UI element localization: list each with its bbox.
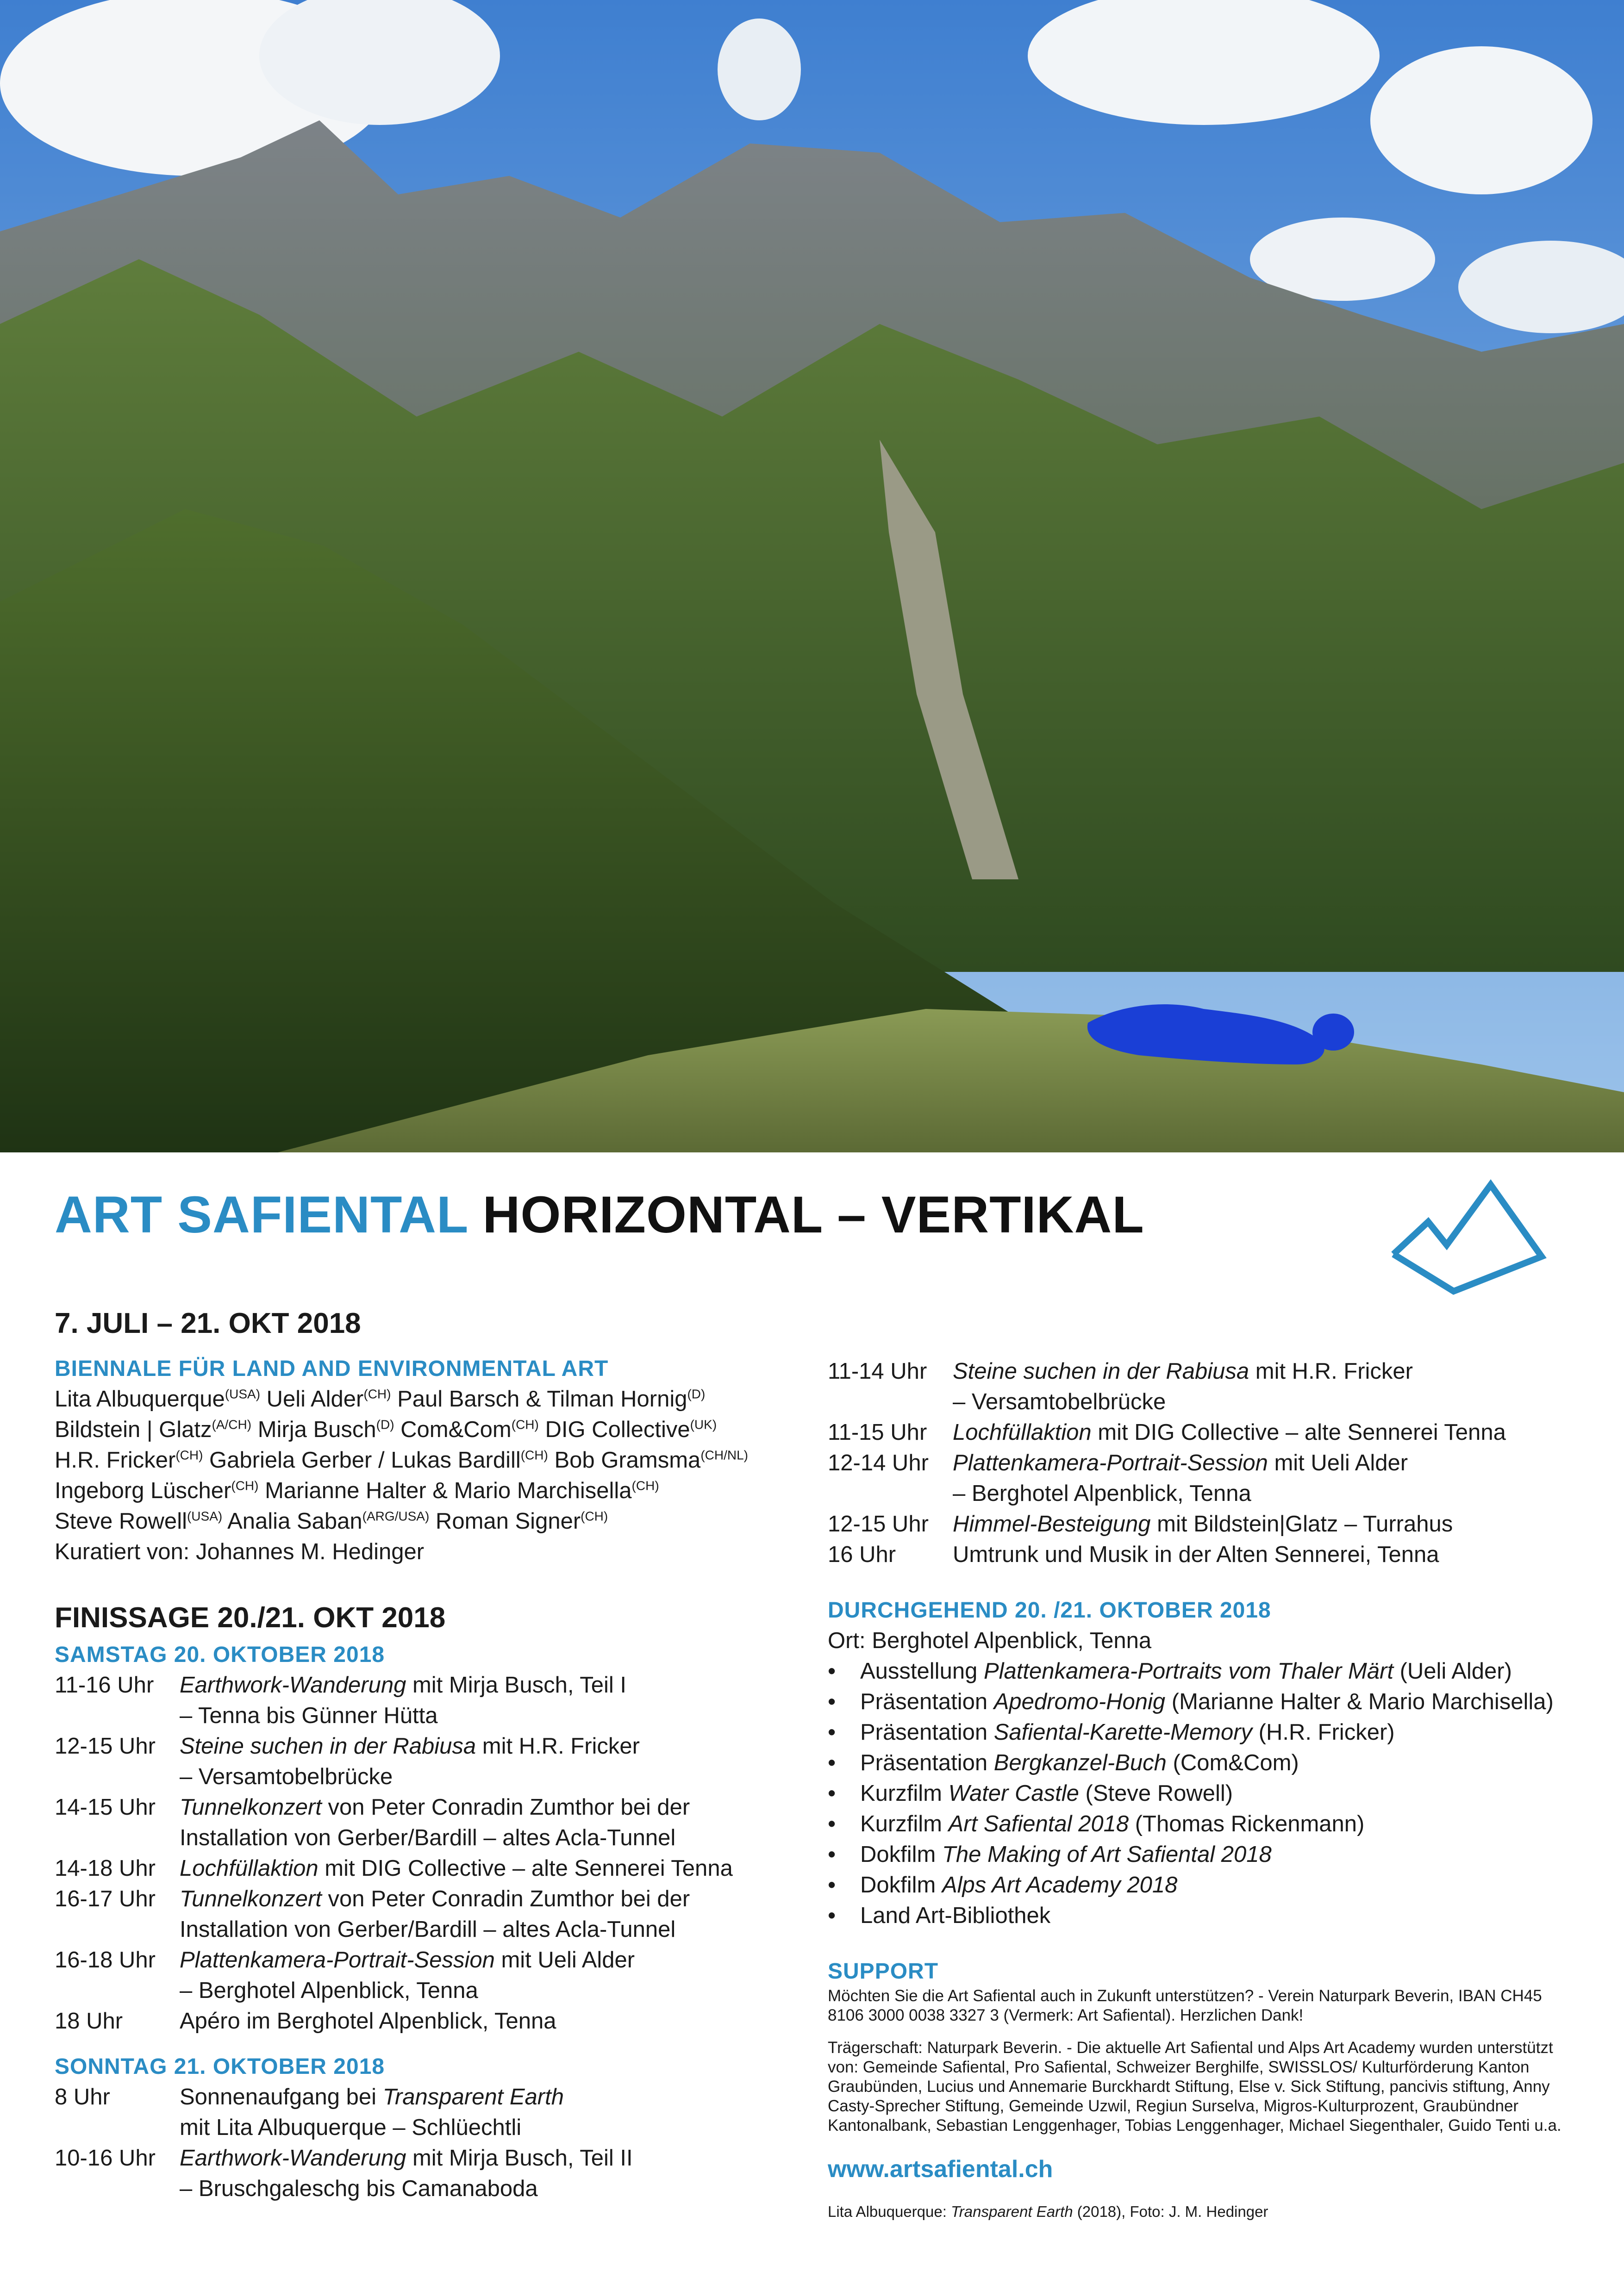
schedule-event [180, 1731, 768, 1792]
saturday-heading: SAMSTAG 20. OKTOBER 2018 [55, 1643, 385, 1667]
artist-line [55, 1506, 768, 1537]
artist-name: Mirja Busch [251, 1417, 376, 1442]
event-detail-line2: Installation von Gerber/Bardill – altes Acla-Tunnel [180, 1917, 676, 1942]
schedule-event [180, 1884, 768, 1945]
artist-country: (CH) [631, 1478, 659, 1493]
location-line: Ort: Berghotel Alpenblick, Tenna [828, 1628, 1152, 1653]
schedule-event [180, 2006, 768, 2036]
schedule-time: 11-15 Uhr [828, 1420, 927, 1445]
artist-country: (CH) [511, 1417, 539, 1432]
schedule-event [180, 1853, 768, 1884]
schedule-time: 11-14 Uhr [828, 1359, 927, 1384]
event-detail: mit H.R. Fricker [476, 1734, 640, 1759]
schedule-event [180, 1792, 768, 1853]
website-link[interactable]: www.artsafiental.ch [828, 2156, 1053, 2183]
event-detail: mit DIG Collective – alte Sennerei Tenna [318, 1856, 733, 1881]
item-title: Water Castle [948, 1781, 1079, 1806]
schedule-time: 11-16 Uhr [55, 1673, 154, 1698]
event-title: Lochfüllaktion [180, 1856, 319, 1881]
artist-country: (CH) [363, 1387, 391, 1401]
artist-country: (CH) [520, 1448, 548, 1462]
artist-name: DIG Collective [538, 1417, 690, 1442]
item-type: Land Art-Bibliothek [860, 1903, 1051, 1928]
artist-name: Ueli Alder [260, 1387, 364, 1412]
event-title: Himmel-Besteigung [953, 1512, 1151, 1537]
schedule-time: 12-15 Uhr [55, 1734, 156, 1759]
artist-country: (A/CH) [212, 1417, 252, 1432]
item-credit: (Marianne Halter & Mario Marchisella) [1165, 1689, 1554, 1714]
title-art-safiental: ART SAFIENTAL [55, 1186, 468, 1244]
credit-pre: Lita Albuquerque: [828, 2203, 951, 2220]
artist-name: Bildstein | Glatz [55, 1417, 212, 1442]
artist-line [55, 1384, 768, 1414]
list-item [828, 1809, 1578, 1839]
event-detail: mit Mirja Busch, Teil II [406, 2146, 633, 2171]
title-horizontal-vertikal: HORIZONTAL – VERTIKAL [482, 1186, 1144, 1244]
item-credit: (Com&Com) [1166, 1750, 1299, 1775]
list-item [828, 1900, 1578, 1931]
schedule-time: 14-15 Uhr [55, 1795, 156, 1820]
schedule-event [180, 2143, 768, 2204]
schedule-event [953, 1356, 1578, 1417]
artist-country: (USA) [225, 1387, 261, 1401]
event-title: Plattenkamera-Portrait-Session [180, 1948, 495, 1972]
schedule-time: 16-18 Uhr [55, 1948, 156, 1972]
left-column [55, 1305, 768, 2204]
event-title: Lochfüllaktion [953, 1420, 1092, 1445]
right-column [828, 1356, 1578, 2227]
event-title: Earthwork-Wanderung [180, 2146, 406, 2171]
event-detail: mit H.R. Fricker [1249, 1359, 1413, 1384]
schedule-time: 8 Uhr [55, 2084, 110, 2109]
artist-name: H.R. Fricker [55, 1448, 176, 1473]
schedule-event [953, 1509, 1578, 1539]
list-item [828, 1717, 1578, 1748]
event-title: Steine suchen in der Rabiusa [180, 1734, 476, 1759]
event-detail: Sonnenaufgang bei [180, 2084, 383, 2109]
schedule-time: 12-14 Uhr [828, 1450, 929, 1475]
artist-country: (ARG/USA) [362, 1509, 430, 1524]
item-type: Kurzfilm [860, 1811, 949, 1836]
event-detail-line2: Installation von Gerber/Bardill – altes Acla-Tunnel [180, 1825, 676, 1850]
event-title: Plattenkamera-Portrait-Session [953, 1450, 1268, 1475]
list-item [828, 1686, 1578, 1717]
schedule-time: 16 Uhr [828, 1542, 896, 1567]
item-credit: (Steve Rowell) [1079, 1781, 1233, 1806]
artist-list [55, 1384, 768, 1537]
event-detail: von Peter Conradin Zumthor bei der [321, 1795, 690, 1820]
item-title: Art Safiental 2018 [948, 1811, 1129, 1836]
event-detail-line2: – Tenna bis Günner Hütta [180, 1703, 438, 1728]
schedule-time: 16-17 Uhr [55, 1886, 156, 1911]
event-detail: mit Mirja Busch, Teil I [406, 1673, 626, 1698]
support-heading: SUPPORT [828, 1959, 939, 1984]
schedule-event [953, 1448, 1578, 1509]
schedule-event [953, 1539, 1578, 1570]
artist-country: (CH) [231, 1478, 259, 1493]
item-title: Plattenkamera-Portraits vom Thaler Märt [983, 1659, 1393, 1684]
event-detail: mit Ueli Alder [494, 1948, 635, 1972]
artist-line [55, 1445, 768, 1475]
artist-line [55, 1414, 768, 1445]
item-title: Bergkanzel-Buch [993, 1750, 1167, 1775]
list-item [828, 1839, 1578, 1870]
mountain-logo-icon [1384, 1176, 1551, 1298]
artist-country: (UK) [690, 1417, 717, 1432]
durchgehend-heading: DURCHGEHEND 20. /21. OKTOBER 2018 [828, 1598, 1271, 1623]
artist-name: Analia Saban [222, 1509, 362, 1534]
event-detail: Apéro im Berghotel Alpenblick, Tenna [180, 2009, 556, 2034]
artist-country: (D) [687, 1387, 706, 1401]
artist-name: Steve Rowell [55, 1509, 187, 1534]
item-type: Präsentation [860, 1750, 994, 1775]
artist-name: Gabriela Gerber / Lukas Bardill [203, 1448, 521, 1473]
sunday-schedule-part2 [828, 1356, 1578, 1570]
support-text: Möchten Sie die Art Safiental auch in Zukunft unterstützen? - Verein Naturpark Beverin, IBAN CH45 8106 3000 0038 3327 3 (Vermerk: Art Safiental). Herzlichen Dank! [828, 1987, 1542, 2024]
artist-country: (CH) [581, 1509, 608, 1524]
item-credit: (Thomas Rickenmann) [1129, 1811, 1365, 1836]
curator-line: Kuratiert von: Johannes M. Hedinger [55, 1539, 425, 1564]
artist-country: (CH) [175, 1448, 203, 1462]
event-detail: mit Bildstein|Glatz – Turrahus [1150, 1512, 1453, 1537]
item-title: Apedromo-Honig [993, 1689, 1166, 1714]
artist-country: (D) [376, 1417, 394, 1432]
biennale-heading: BIENNALE FÜR LAND AND ENVIRONMENTAL ART [55, 1356, 609, 1381]
poster-title [55, 1185, 1144, 1244]
event-detail-line2: – Berghotel Alpenblick, Tenna [953, 1481, 1251, 1506]
event-title: Tunnelkonzert [180, 1795, 322, 1820]
sponsor-text: Trägerschaft: Naturpark Beverin. - Die aktuelle Art Safiental und Alps Art Academy wurden unterstützt von: Gemeinde Safiental, Pro Safiental, Schweizer Berghilfe, SWISSLOS/ Kulturförderung Kanton Graubünden, Lucius und Annemarie Burckhardt Stiftung, Else v. Sick Stiftung, pancivis stiftung, Anny Casty-Sprecher Stiftung, Gemeinde Uzwil, Regiun Surselva, Migros-Kulturprozent, Graubündner Kantonalbank, Sebastian Lenggenhager, Tobias Lenggenhager, Michael Siegenthaler, Guido Tenti u.a. [828, 2039, 1562, 2134]
event-detail-line2: – Versamtobelbrücke [953, 1389, 1166, 1414]
item-type: Dokfilm [860, 1842, 942, 1867]
credit-title: Transparent Earth [951, 2203, 1073, 2220]
item-type: Ausstellung [860, 1659, 984, 1684]
item-type: Präsentation [860, 1720, 994, 1745]
artist-name: Lita Albuquerque [55, 1387, 225, 1412]
event-detail: mit Ueli Alder [1268, 1450, 1408, 1475]
durchgehend-list [828, 1656, 1578, 1931]
item-title: Safiental-Karette-Memory [993, 1720, 1253, 1745]
list-item [828, 1778, 1578, 1809]
credit-post: (2018), Foto: J. M. Hedinger [1073, 2203, 1268, 2220]
event-title: Tunnelkonzert [180, 1886, 322, 1911]
item-type: Kurzfilm [860, 1781, 949, 1806]
schedule-time: 18 Uhr [55, 2009, 123, 2034]
artist-name: Roman Signer [429, 1509, 581, 1534]
event-detail-line2: mit Lita Albuquerque – Schlüechtli [180, 2115, 522, 2140]
item-type: Dokfilm [860, 1873, 942, 1898]
list-item [828, 1656, 1578, 1686]
event-detail-line2: – Berghotel Alpenblick, Tenna [180, 1978, 478, 2003]
item-title: Alps Art Academy 2018 [942, 1873, 1178, 1898]
artist-name: Bob Gramsma [548, 1448, 701, 1473]
schedule-event [180, 1670, 768, 1731]
list-item [828, 1748, 1578, 1778]
item-credit: (Ueli Alder) [1393, 1659, 1512, 1684]
artist-name: Ingeborg Lüscher [55, 1478, 231, 1503]
sunday-heading: SONNTAG 21. OKTOBER 2018 [55, 2054, 385, 2079]
photo-credit [828, 2196, 1578, 2227]
schedule-time: 12-15 Uhr [828, 1512, 929, 1537]
event-detail-line2: – Bruschgaleschg bis Camanaboda [180, 2176, 538, 2201]
artist-country: (USA) [187, 1509, 223, 1524]
artist-name: Marianne Halter & Mario Marchisella [258, 1478, 632, 1503]
schedule-event [180, 1945, 768, 2006]
finissage-heading: FINISSAGE 20./21. OKT 2018 [55, 1602, 446, 1634]
schedule-time: 10-16 Uhr [55, 2146, 156, 2171]
schedule-time: 14-18 Uhr [55, 1856, 156, 1881]
event-detail-line2: – Versamtobelbrücke [180, 1764, 393, 1789]
item-credit: (H.R. Fricker) [1252, 1720, 1395, 1745]
artist-country: (CH/NL) [700, 1448, 748, 1462]
event-title: Transparent Earth [382, 2084, 564, 2109]
event-detail: Umtrunk und Musik in der Alten Sennerei, Tenna [953, 1542, 1439, 1567]
artist-line [55, 1475, 768, 1506]
artist-name: Com&Com [394, 1417, 512, 1442]
exhibition-dates: 7. JULI – 21. OKT 2018 [55, 1307, 361, 1339]
event-title: Earthwork-Wanderung [180, 1673, 406, 1698]
saturday-schedule [55, 1670, 768, 2036]
item-title: The Making of Art Safiental 2018 [942, 1842, 1272, 1867]
list-item [828, 1870, 1578, 1900]
artist-name: Paul Barsch & Tilman Hornig [391, 1387, 687, 1412]
schedule-event [953, 1417, 1578, 1448]
schedule-event [180, 2082, 768, 2143]
event-title: Steine suchen in der Rabiusa [953, 1359, 1249, 1384]
event-detail: von Peter Conradin Zumthor bei der [321, 1886, 690, 1911]
event-detail: mit DIG Collective – alte Sennerei Tenna [1091, 1420, 1506, 1445]
item-type: Präsentation [860, 1689, 994, 1714]
sunday-schedule-part1 [55, 2082, 768, 2204]
